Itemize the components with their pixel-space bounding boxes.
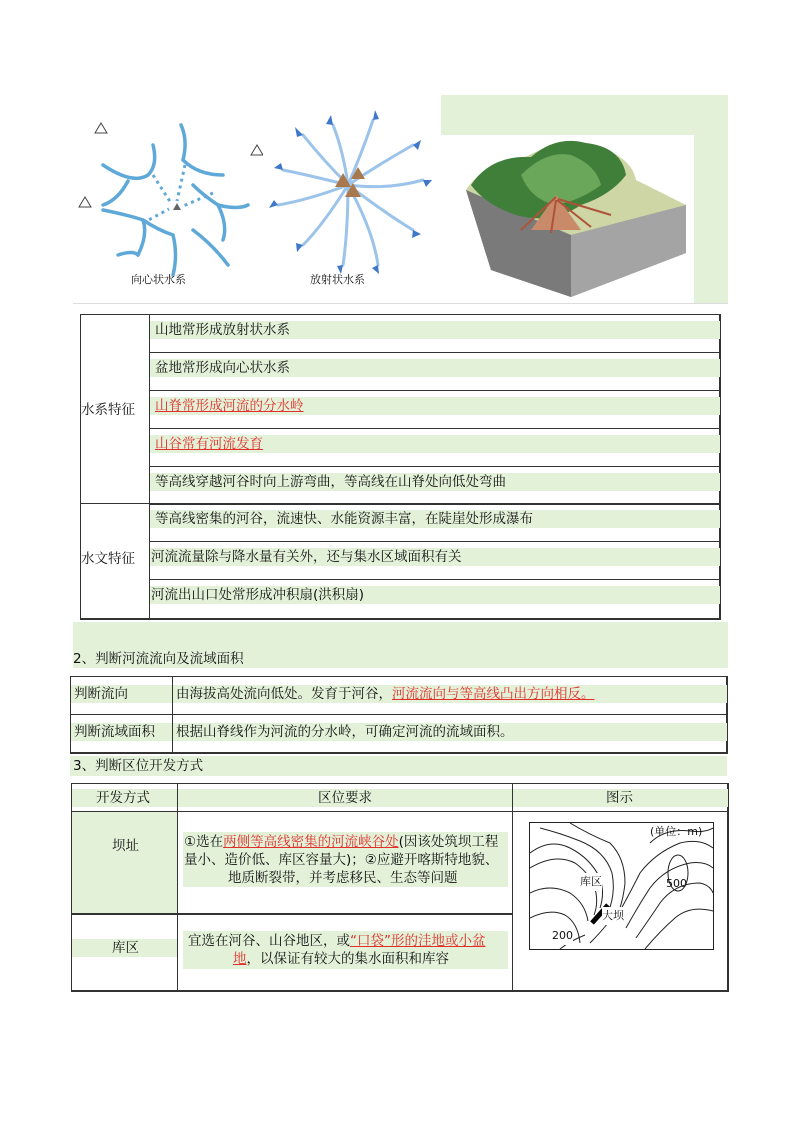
- row-text: 等高线穿越河谷时向上游弯曲，等高线在山脊处向低处弯曲: [155, 474, 506, 490]
- flow-direction-plain: 由海拔高处流向低处。发育于河谷，: [176, 686, 392, 702]
- table-row: [149, 503, 721, 542]
- map-unit-label: (单位：m): [650, 825, 703, 838]
- section3-heading: 3、判断区位开发方式: [73, 758, 204, 774]
- header-diagram: 图示: [606, 790, 633, 806]
- basin-area-label: 判断流域面积: [74, 724, 155, 740]
- dam-line-1: [184, 833, 498, 851]
- dam-line-2: 量小、造价低、库区容量大)；②应避开喀斯特地貌、: [184, 852, 499, 868]
- development-table: [71, 783, 728, 991]
- reservoir-line-2b: ，以保证有较大的集水面积和库容: [246, 951, 449, 967]
- map-reservoir-label: 库区: [580, 873, 602, 891]
- row-text-highlight: 山脊常形成河流的分水岭: [155, 398, 304, 414]
- reservoir-line-1-highlight: “口袋”形的洼地或小盆: [350, 933, 486, 949]
- row-text: 盆地常形成向心状水系: [155, 360, 290, 376]
- table-row: [149, 579, 721, 620]
- dam-label-cell: [71, 811, 178, 915]
- centripetal-drainage-figure: [73, 115, 263, 290]
- flow-direction-text: [176, 685, 595, 703]
- header-cell: [71, 783, 178, 812]
- header-cell: [177, 783, 513, 812]
- header-cell: [512, 783, 729, 812]
- diagram-cell: [512, 811, 729, 992]
- radial-block-diagram: [461, 135, 696, 300]
- row-text: 河流出山口处常形成冲积扇(洪积扇): [151, 587, 365, 603]
- row-header-water-system: 水系特征: [81, 402, 135, 418]
- map-200-label: 200: [552, 927, 573, 945]
- row-text-highlight: 山谷常有河流发育: [155, 436, 263, 452]
- row-header-cell: [80, 314, 150, 504]
- table-row: [149, 428, 721, 467]
- map-500-label: 500: [666, 877, 687, 890]
- row-header-cell: [80, 503, 150, 620]
- table-row: [149, 352, 721, 391]
- dam-label: 坝址: [112, 838, 139, 854]
- header-mode: 开发方式: [96, 790, 150, 806]
- contour-map: [529, 822, 714, 950]
- reservoir-line-2: [233, 950, 449, 968]
- flow-direction-label: 判断流向: [74, 686, 128, 702]
- row-text: 山地常形成放射状水系: [155, 322, 290, 338]
- basin-area-text: 根据山脊线作为河流的分水岭，可确定河流的流域面积。: [176, 724, 514, 740]
- table-row: [149, 314, 721, 353]
- dam-line-3: 地质断裂带，并考虑移民、生态等问题: [228, 870, 458, 886]
- content-cell: [172, 714, 728, 754]
- content-cell: [172, 676, 728, 715]
- table-row: [149, 466, 721, 505]
- reservoir-line-1a: 宜选在河谷、山谷地区，或: [188, 933, 350, 949]
- dam-requirement-cell: [177, 811, 513, 915]
- map-dam-label: 大坝: [602, 907, 624, 925]
- row-text: 等高线密集的河谷，流速快、水能资源丰富，在陡崖处形成瀑布: [155, 511, 533, 527]
- dam-line-1b: (因该处筑坝工程: [398, 834, 499, 850]
- radial-drainage-figure: [263, 105, 433, 280]
- section2-heading: 2、判断河流流向及流域面积: [73, 651, 244, 667]
- figure-strip: [73, 95, 728, 304]
- label-cell: [70, 714, 173, 754]
- row-header-hydrology: 水文特征: [81, 551, 135, 567]
- flow-direction-table: [70, 676, 727, 753]
- reservoir-label-cell: [71, 913, 178, 992]
- table-row: [149, 541, 721, 580]
- water-features-table: [80, 314, 720, 619]
- reservoir-line-1: [188, 932, 486, 950]
- reservoir-requirement-cell: [177, 913, 513, 992]
- header-requirements: 区位要求: [318, 790, 372, 806]
- table-row: [149, 390, 721, 429]
- reservoir-line-2-highlight: 地: [233, 951, 247, 967]
- centripetal-caption: 向心状水系: [131, 273, 186, 286]
- row-text: 河流流量除与降水量有关外，还与集水区域面积有关: [151, 549, 462, 565]
- radial-caption: 放射状水系: [310, 273, 365, 286]
- dam-line-1-highlight: 两侧等高线密集的河流峡谷处: [223, 834, 399, 850]
- dam-line-1a: ①选在: [184, 834, 224, 850]
- reservoir-label: 库区: [112, 940, 139, 956]
- label-cell: [70, 676, 173, 715]
- flow-direction-highlight: 河流流向与等高线凸出方向相反。: [392, 686, 595, 702]
